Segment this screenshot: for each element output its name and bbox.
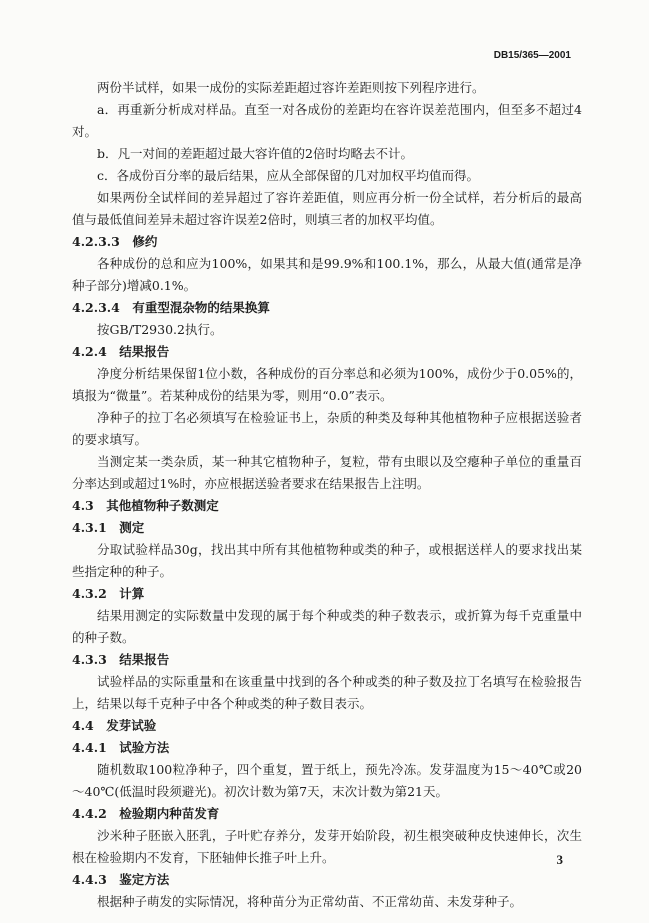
section-heading-4-4-1: 4.4.1 试验方法 (72, 740, 170, 755)
paragraph: 试验样品的实际重量和在该重量中找到的各个种或类的种子数及拉丁名填写在检验报告上，结果以每千克种子中各个种或类的种子数目表示。 (72, 674, 582, 711)
list-item-b: b．凡一对间的差距超过最大容许值的2倍时均略去不计。 (97, 146, 413, 161)
paragraph: 根据种子萌发的实际情况，将种苗分为正常幼苗、不正常幼苗、未发芽种子。 (97, 894, 523, 909)
section-heading-4-3-1: 4.3.1 测定 (72, 520, 145, 535)
paragraph: 按GB/T2930.2执行。 (97, 322, 223, 337)
paragraph: 两份半试样，如果一成份的实际差距超过容许差距则按下列程序进行。 (97, 80, 485, 95)
paragraph: 如果两份全试样间的差异超过了容许差距值，则应再分析一份全试样，若分析后的最高值与最低值间差异未超过容许误差2倍时，则填三者的加权平均值。 (72, 190, 582, 227)
section-heading-4-3: 4.3 其他植物种子数测定 (72, 498, 219, 513)
section-heading-4-2-3-4: 4.2.3.4 有重型混杂物的结果换算 (72, 300, 270, 315)
paragraph: 各种成份的总和应为100%，如果其和是99.9%和100.1%，那么，从最大值(通常是净种子部分)增减0.1%。 (72, 256, 582, 293)
section-heading-4-3-2: 4.3.2 计算 (72, 586, 145, 601)
section-heading-4-3-3: 4.3.3 结果报告 (72, 652, 170, 667)
list-item-a: a．再重新分析成对样品。直至一对各成份的差距均在容许误差范围内，但至多不超过4对。 (72, 102, 582, 139)
section-heading-4-4-3: 4.4.3 鉴定方法 (72, 872, 170, 887)
paragraph: 分取试验样品30g，找出其中所有其他植物种或类的种子，或根据送样人的要求找出某些指定种的种子。 (72, 542, 582, 579)
page-number: 3 (556, 852, 563, 867)
paragraph: 随机数取100粒净种子，四个重复，置于纸上，预先冷冻。发芽温度为15～40℃或20～40℃(低温时段须避光)。初次计数为第7天，末次计数为第21天。 (72, 762, 582, 799)
paragraph: 结果用测定的实际数量中发现的属于每个种或类的种子数表示，或折算为每千克重量中的种子数。 (72, 608, 582, 645)
paragraph: 净种子的拉丁名必须填写在检验证书上，杂质的种类及每种其他植物种子应根据送验者的要求填写。 (72, 410, 582, 447)
section-heading-4-2-3-3: 4.2.3.3 修约 (72, 234, 158, 249)
document-code: DB15/365—2001 (493, 50, 571, 61)
section-heading-4-4: 4.4 发芽试验 (72, 718, 157, 733)
paragraph: 当测定某一类杂质，某一种其它植物种子，复粒，带有虫眼以及空瘪种子单位的重量百分率达到或超过1%时，亦应根据送验者要求在结果报告上注明。 (72, 454, 582, 491)
document-body (72, 77, 582, 913)
section-heading-4-2-4: 4.2.4 结果报告 (72, 344, 170, 359)
section-heading-4-4-2: 4.4.2 检验期内种苗发育 (72, 806, 220, 821)
list-item-c: c．各成份百分率的最后结果，应从全部保留的几对加权平均值而得。 (97, 168, 480, 183)
paragraph: 净度分析结果保留1位小数，各种成份的百分率总和必须为100%，成份少于0.05%的，填报为“微量”。若某种成份的结果为零，则用“0.0”表示。 (72, 366, 582, 403)
paragraph: 沙米种子胚嵌入胚乳，子叶贮存养分，发芽开始阶段，初生根突破种皮快速伸长，次生根在检验期内不发育，下胚轴伸长推子叶上升。 (72, 828, 582, 865)
